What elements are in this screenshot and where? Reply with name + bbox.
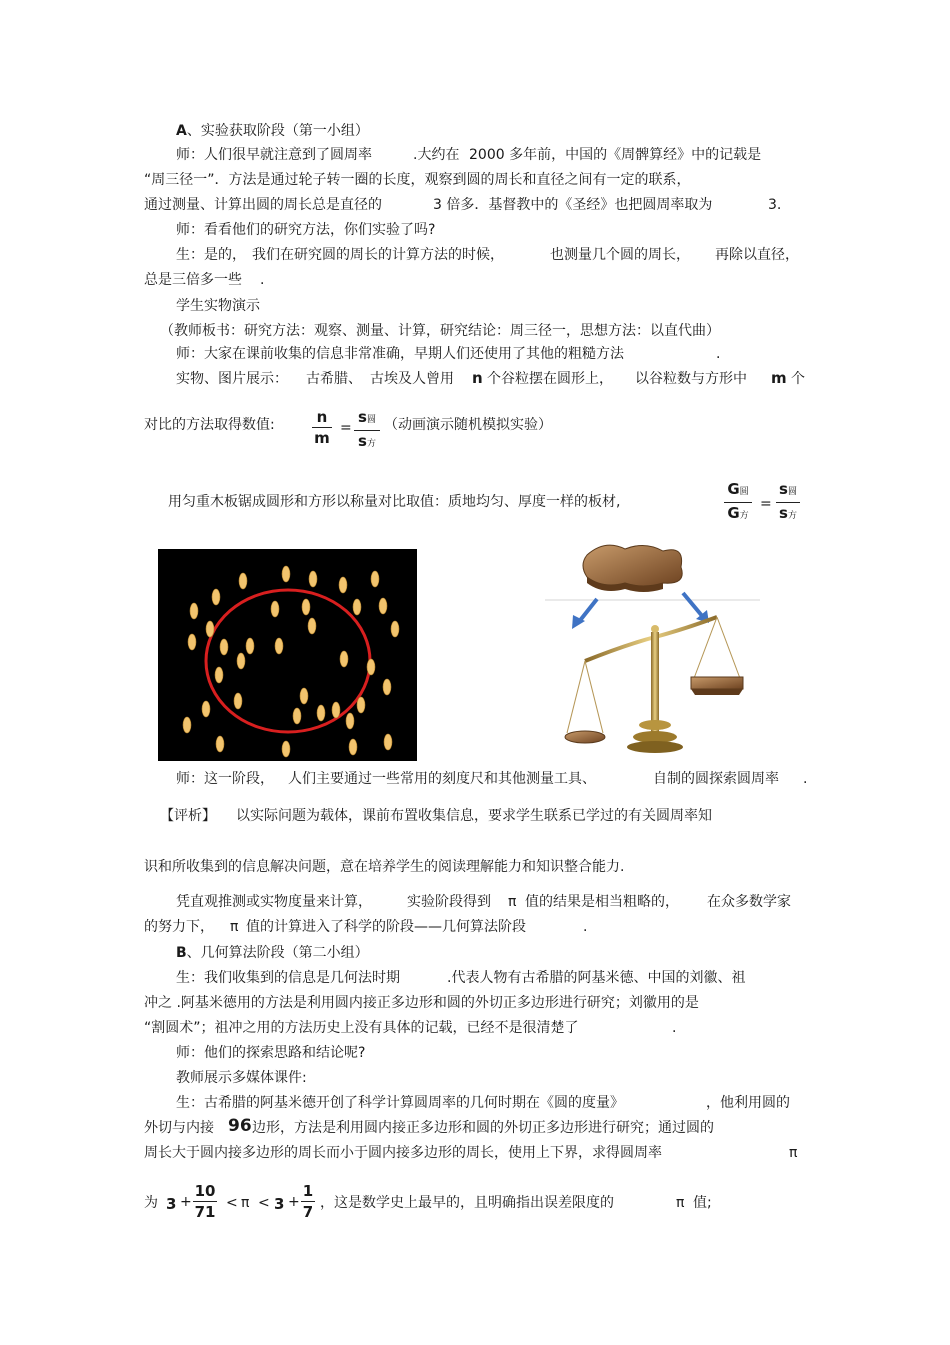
- fraction-s-circle-over-s-square: s圆 s方: [354, 408, 380, 453]
- para-a16-b: 实验阶段得到: [407, 894, 491, 910]
- balance-scale-image: [545, 537, 765, 757]
- plus-sign: +: [180, 1194, 192, 1210]
- less-than-sign: <: [226, 1195, 238, 1211]
- para-b2: 冲之 .阿基米德用的方法是利用圆内接正多边形和圆的外切正多边形进行研究；刘徽用的是: [144, 995, 699, 1011]
- fraction-s-circle-over-s-square-2: s圆 s方: [776, 480, 800, 525]
- para-a10-c: 古埃及人曾用: [370, 371, 454, 387]
- para-a17-b: 值的计算进入了科学的阶段——几何算法阶段: [246, 919, 526, 935]
- less-than-sign: <: [258, 1195, 270, 1211]
- para-a13: 师：这一阶段，: [176, 771, 274, 787]
- para-a13-d: .: [803, 771, 808, 787]
- para-b4: 师：他们的探索思路和结论呢?: [176, 1045, 366, 1061]
- para-b7: 外切与内接: [144, 1120, 214, 1136]
- pi-symbol: π: [508, 894, 517, 910]
- pi-symbol: π: [230, 919, 239, 935]
- para-b6-b: ，他利用圆的: [706, 1095, 790, 1111]
- para-b3: “割圆术”；祖冲之用的方法历史上没有具体的记载，已经不是很清楚了: [144, 1020, 579, 1036]
- pi-symbol: π: [241, 1195, 250, 1211]
- para-a1-b: .大约在: [413, 147, 460, 163]
- para-a5: 生：是的，: [176, 247, 246, 263]
- para-a11-note: （动画演示随机模拟实验）: [384, 417, 552, 433]
- para-b7-b: 边形，方法是利用圆内接正多边形和圆的外切正多边形进行研究；通过圆的: [252, 1120, 714, 1136]
- section-a-heading: A、实验获取阶段（第一小组）: [176, 123, 369, 139]
- para-a16-d: 在众多数学家: [707, 894, 791, 910]
- plus-sign: +: [288, 1194, 300, 1210]
- para-a4: 师：看看他们的研究方法，你们实验了吗?: [176, 222, 436, 238]
- para-a8: （教师板书：研究方法：观察、测量、计算，研究结论：周三径一，思想方法：以直代曲）: [160, 323, 720, 339]
- para-a3-b: 3 倍多．基督教中的《圣经》也把圆周率取为: [433, 197, 713, 213]
- equals-sign-1: =: [340, 420, 352, 436]
- para-a15: 识和所收集到的信息解决问题，意在培养学生的阅读理解能力和知识整合能力.: [144, 859, 625, 875]
- para-a17-c: .: [583, 919, 588, 935]
- para-a16: 凭直观推测或实物度量来计算，: [176, 894, 372, 910]
- para-a10-f: 个: [791, 371, 805, 387]
- para-a3-c: 3.: [768, 197, 782, 213]
- para-a10: 实物、图片展示：: [176, 371, 288, 387]
- para-a9-b: .: [716, 346, 721, 362]
- para-a3: 通过测量、计算出圆的周长总是直径的: [144, 197, 382, 213]
- para-a16-c: 值的结果是相当粗略的，: [525, 894, 679, 910]
- para-a10-m: m: [771, 369, 787, 387]
- para-a5-d: 再除以直径，: [715, 247, 799, 263]
- pi-symbol: π: [676, 1195, 685, 1211]
- para-a10-d: 个谷粒摆在圆形上，: [487, 371, 613, 387]
- para-a13-c: 自制的圆探索圆周率: [653, 771, 779, 787]
- para-a17: 的努力下，: [144, 919, 214, 935]
- section-b-heading: B、几何算法阶段（第二小组）: [176, 945, 369, 961]
- equals-sign-2: =: [760, 496, 772, 512]
- para-a11: 对比的方法取得数值:: [144, 417, 275, 433]
- para-b5: 教师展示多媒体课件:: [176, 1070, 307, 1086]
- para-a10-b: 古希腊、: [306, 371, 362, 387]
- para-a6: 总是三倍多一些: [144, 272, 242, 288]
- number-3: 3: [274, 1195, 285, 1213]
- para-a5-c: 也测量几个圆的周长，: [550, 247, 690, 263]
- fraction-n-over-m: n m: [312, 408, 332, 447]
- para-a1-c: 2000 多年前，中国的《周髀算经》中的记载是: [469, 147, 762, 163]
- para-a6-b: .: [260, 272, 265, 288]
- para-b8: 周长大于圆内接多边形的周长而小于圆内接多边形的周长，使用上下界，求得圆周率: [144, 1145, 662, 1161]
- para-a9: 师：大家在课前收集的信息非常准确，早期人们还使用了其他的粗糙方法: [176, 346, 624, 362]
- pi-symbol: π: [789, 1145, 798, 1161]
- para-a7: 学生实物演示: [176, 298, 260, 314]
- number-3: 3: [166, 1195, 177, 1213]
- para-a10-n: n: [472, 369, 483, 387]
- para-a10-e: 以谷粒数与方形中: [635, 371, 747, 387]
- para-b3-b: .: [672, 1020, 677, 1036]
- grains-in-circle-image: [158, 549, 417, 761]
- number-96: 96: [228, 1116, 252, 1136]
- fraction-10-over-71: 10 71: [194, 1182, 216, 1221]
- fraction-1-over-7: 1 7: [302, 1182, 314, 1221]
- para-b6: 生：古希腊的阿基米德开创了科学计算圆周率的几何时期在《圆的度量》: [176, 1095, 624, 1111]
- para-a2: “周三径一”．方法是通过轮子转一圈的长度，观察到圆的周长和直径之间有一定的联系，: [144, 172, 691, 188]
- fraction-g-circle-over-g-square: G圆 G方: [724, 480, 752, 525]
- para-b1-b: .代表人物有古希腊的阿基米德、中国的刘徽、祖: [447, 970, 746, 986]
- para-a1: 师：人们很早就注意到了圆周率: [176, 147, 372, 163]
- para-a5-b: 我们在研究圆的周长的计算方法的时候，: [252, 247, 504, 263]
- para-b9-end: 值;: [693, 1195, 712, 1211]
- comment-text: 以实际问题为载体，课前布置收集信息，要求学生联系已学过的有关圆周率知: [236, 808, 712, 824]
- comment-label: 【评析】: [160, 808, 216, 824]
- para-a12: 用匀重木板锯成圆形和方形以称量对比取值：质地均匀、厚度一样的板材,: [168, 494, 621, 510]
- para-b1: 生：我们收集到的信息是几何法时期: [176, 970, 400, 986]
- para-b9-wei: 为: [144, 1195, 158, 1211]
- para-b9: ，这是数学史上最早的，且明确指出误差限度的: [320, 1195, 614, 1211]
- para-a13-b: 人们主要通过一些常用的刻度尺和其他测量工具、: [288, 771, 596, 787]
